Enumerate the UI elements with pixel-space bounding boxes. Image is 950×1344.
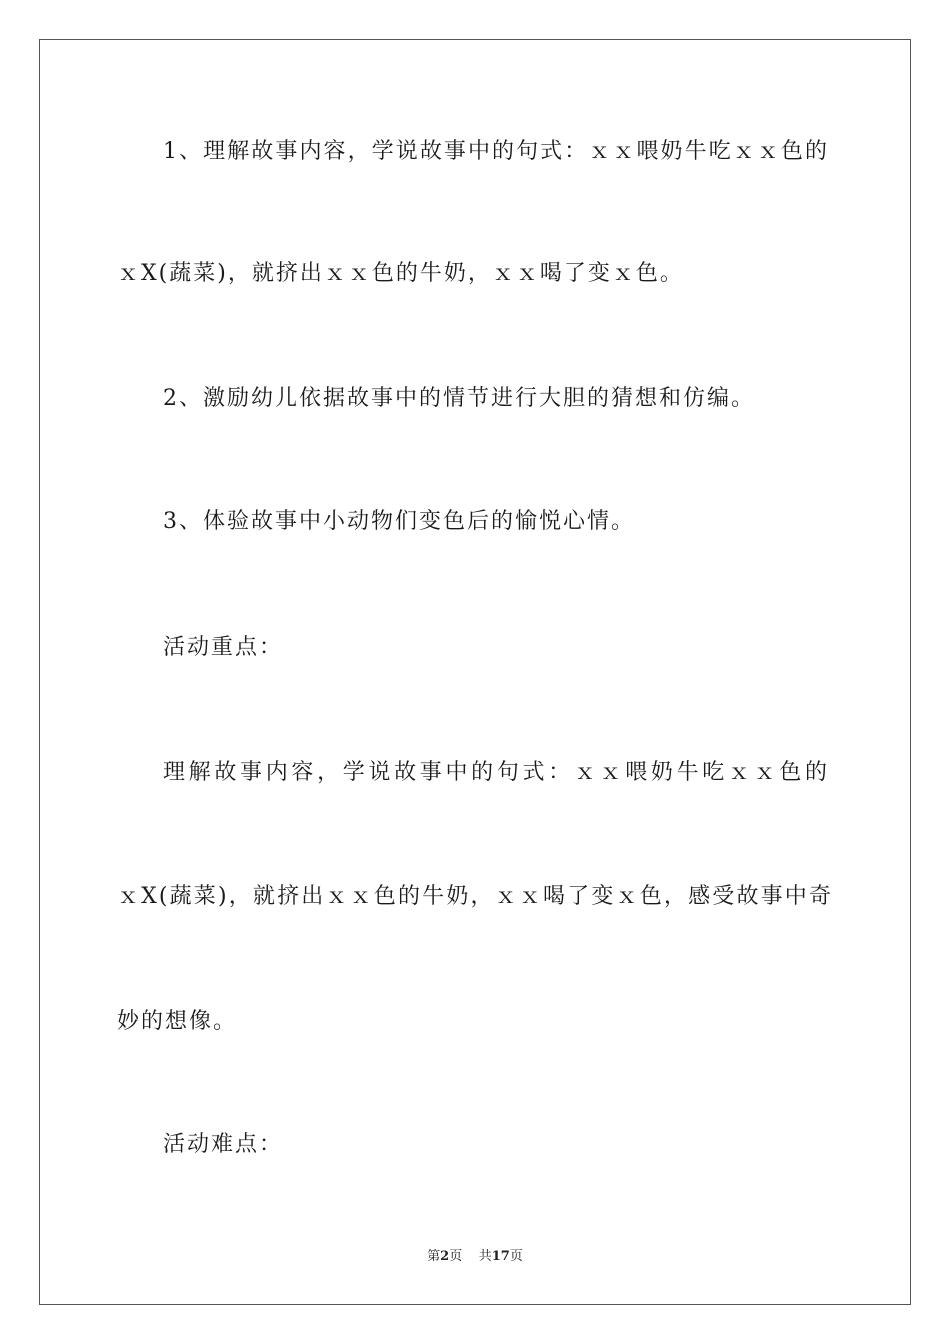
objective-2: 2、激励幼儿依据故事中的情节进行大胆的猜想和仿编。 [163,386,755,411]
total-prefix: 共 [478,1249,492,1264]
objective-3: 3、体验故事中小动物们变色后的愉悦心情。 [163,509,635,534]
objective-1-line-2: ｘX(蔬菜)，就挤出ｘｘ色的牛奶，ｘｘ喝了变ｘ色。 [117,261,684,286]
page-border [39,39,911,1305]
total-suffix: 页 [509,1249,523,1264]
key-point-heading: 活动重点： [163,635,284,660]
total-pages: 17 [491,1249,510,1264]
objective-1-line-1: 1、理解故事内容，学说故事中的句式：ｘｘ喂奶牛吃ｘｘ色的 [163,139,829,164]
page-footer [0,1247,950,1267]
page-suffix: 页 [449,1249,463,1264]
key-point-line-1: 理解故事内容，学说故事中的句式：ｘｘ喂奶牛吃ｘｘ色的 [163,760,829,785]
page-prefix: 第 [427,1249,441,1264]
key-point-line-2: ｘX(蔬菜)，就挤出ｘｘ色的牛奶，ｘｘ喝了变ｘ色，感受故事中奇 [117,884,833,909]
key-point-line-3: 妙的想像。 [117,1009,238,1034]
page-number: 2 [440,1249,450,1264]
difficulty-heading: 活动难点： [163,1132,284,1157]
